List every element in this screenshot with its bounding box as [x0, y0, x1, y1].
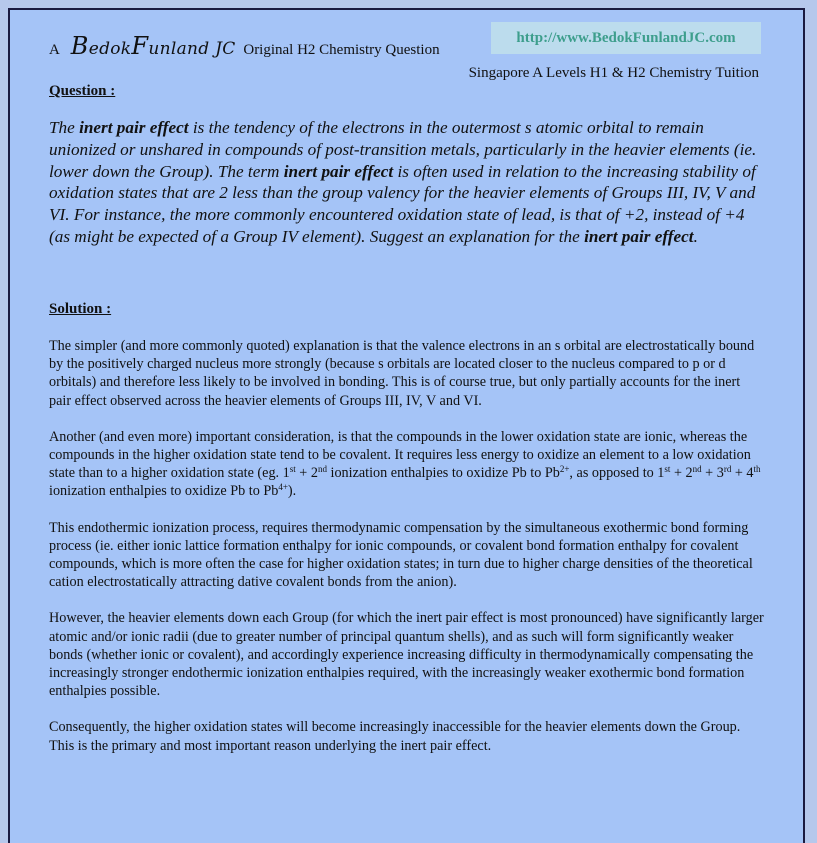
solution-paragraph-4: However, the heavier elements down each Group (for which the inert pair effect is most pronounced) have significantly larger atomic and/or ionic radii (due to greater number of principal quantum shells), and as such will form significantly weaker bonds (whether ionic or covalent), and accordingly experience increasing difficulty in thermodynamically compensating the increasingly stronger endothermic ionization enthalpies required, with the increasingly weaker exothermic bond formation enthalpies possible.: [49, 610, 764, 700]
solution-body: [49, 337, 764, 773]
header-title-line: [49, 32, 440, 60]
header-prefix: A: [49, 42, 60, 58]
question-text: The inert pair effect is the tendency of the electrons in the outermost s atomic orbital to remain unionized or unshared in compounds of post-transition metals, particularly in the heavier elements (ie. lower down the Group). The term inert pair effect is often used in relation to the increasing stability of oxidation states that are 2 less than the group valency for the heavier elements of Groups III, IV, V and VI. For instance, the more commonly encountered oxidation state of lead, is that of +2, instead of +4 (as might be expected of a Group IV element). Suggest an explanation for the inert pair effect.: [49, 118, 757, 246]
header-title: Original H2 Chemistry Question: [243, 42, 440, 58]
brand-logo: BedokFunland JC: [70, 32, 236, 60]
solution-paragraph-5: Consequently, the higher oxidation states will become increasingly inaccessible for the heavier elements down the Group. This is the primary and most important reason underlying the inert pair effect.: [49, 719, 741, 754]
document-page: [8, 8, 805, 843]
question-heading: Question :: [49, 83, 116, 99]
solution-heading: Solution :: [49, 301, 112, 317]
solution-paragraph-3: This endothermic ionization process, requires thermodynamic compensation by the simultaneous exothermic bond forming process (ie. either ionic lattice formation enthalpy for ionic compounds, or covalent bond formation enthalpy for covalent compounds, which is more often the case for higher oxidation states; in turn due to higher charge densities of the theoretical cation electrostatically attracting dative covalent bonds from the anion).: [49, 519, 753, 591]
solution-paragraph-1: The simpler (and more commonly quoted) explanation is that the valence electrons in an s orbital are electrostatically bound by the positively charged nucleus more strongly (because s orbitals are located closer to the nucleus compared to p or d orbitals) and therefore less likely to be involved in bonding. This is of course true, but only partially accounts for the inert pair effect observed across the heavier elements of Groups III, IV, V and VI.: [49, 338, 755, 409]
solution-paragraph-2: Another (and even more) important consideration, is that the compounds in the lower oxidation state are ionic, whereas the compounds in the higher oxidation state tend to be covalent. It requires less energy to oxidize an element to a low oxidation state than to a higher oxidation state (eg. 1st + 2nd ionization enthalpies to oxidize Pb to $Pb^{2+}$, as opposed to 1st + 2nd + 3rd + 4th ionization enthalpies to oxidize Pb to $Pb^{4+}$).: [49, 428, 761, 500]
site-url-link[interactable]: http://www.BedokFunlandJC.com: [491, 22, 761, 54]
tagline: Singapore A Levels H1 & H2 Chemistry Tuition: [468, 65, 759, 81]
